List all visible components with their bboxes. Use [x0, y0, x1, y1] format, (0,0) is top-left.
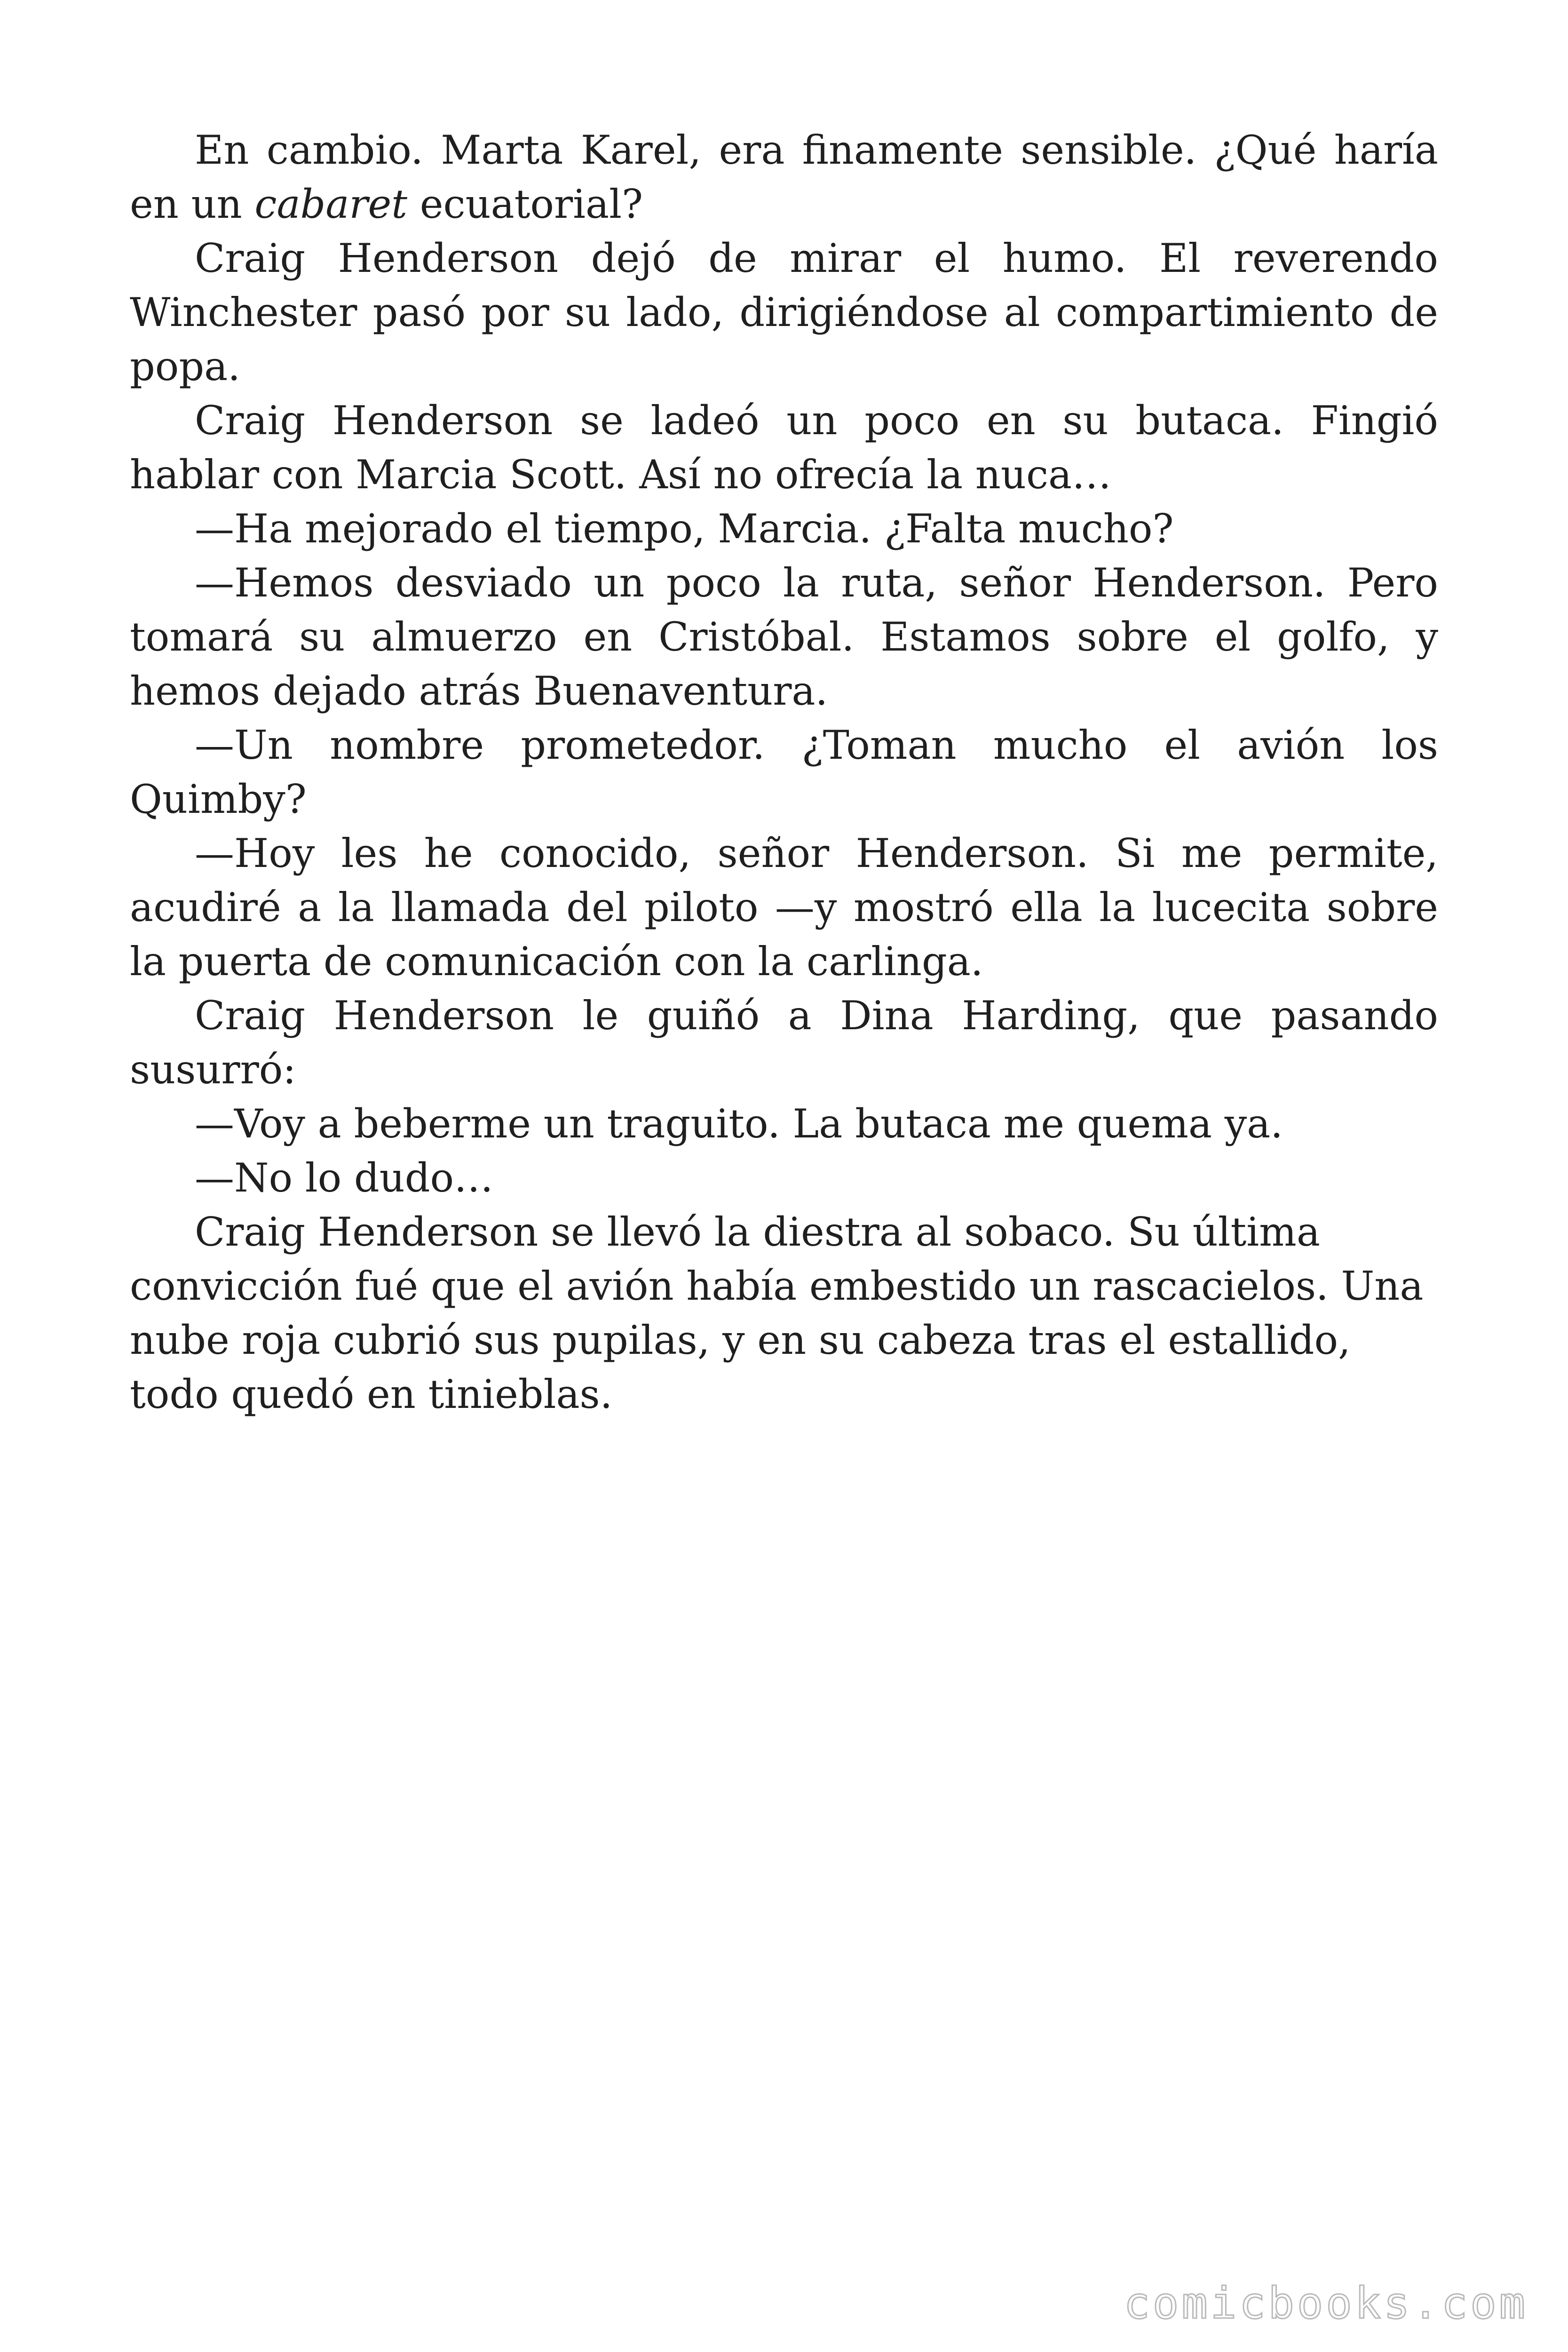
paragraph: —Un nombre prometedor. ¿Toman mucho el avión los Quimby? — [130, 722, 1438, 822]
paragraph: —No lo dudo… — [195, 1155, 494, 1201]
paragraph: Craig Henderson se llevó la diestra al sobaco. Su última convicción fué que el avión había embestido un rascacielos. Una nube roja cubrió sus pupilas, y en su cabeza tras el estallido, todo quedó en tinieblas. — [130, 1209, 1424, 1417]
paragraph: —Ha mejorado el tiempo, Marcia. ¿Falta mucho? — [195, 506, 1174, 552]
paragraph: Craig Henderson le guiñó a Dina Harding, que pasando susurró: — [130, 993, 1438, 1093]
body-text — [130, 123, 1438, 1422]
paragraph: Craig Henderson dejó de mirar el humo. El reverendo Winchester pasó por su lado, dirigiéndose al compartimiento de popa. — [130, 235, 1438, 389]
watermark: comicbooks.com — [1124, 2278, 1528, 2328]
paragraph: Craig Henderson se ladeó un poco en su butaca. Fingió hablar con Marcia Scott. Así no ofrecía la nuca… — [130, 397, 1438, 498]
paragraph-text: En cambio. Marta Karel, era finamente sensible. ¿Qué haría en un — [130, 127, 1438, 227]
italic-word: cabaret — [254, 181, 408, 227]
paragraph: —Hoy les he conocido, señor Henderson. Si me permite, acudiré a la llamada del piloto —y mostró ella la lucecita sobre la puerta de comunicación con la carlinga. — [130, 830, 1438, 985]
paragraph: —Hemos desviado un poco la ruta, señor Henderson. Pero tomará su almuerzo en Cristóbal. Estamos sobre el golfo, y hemos dejado atrás Buenaventura. — [130, 560, 1438, 714]
paragraph — [130, 123, 1438, 231]
paragraph-text: ecuatorial? — [407, 181, 643, 227]
paragraph: —Voy a beberme un traguito. La butaca me quema ya. — [195, 1101, 1283, 1147]
